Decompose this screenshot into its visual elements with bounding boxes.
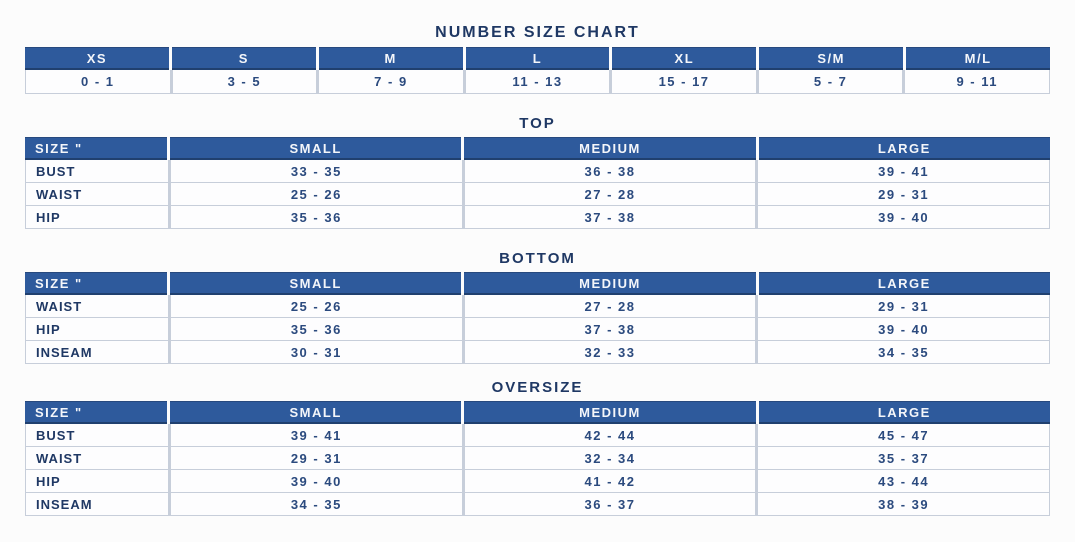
- measurement-cell: 35 - 36: [171, 206, 462, 228]
- medium-header: MEDIUM: [464, 401, 755, 424]
- table-row-waist: [26, 447, 1049, 469]
- size-range-cell: 11 - 13: [466, 70, 610, 93]
- column-header-ml: M/L: [906, 47, 1050, 70]
- top-table-body: [25, 160, 1050, 229]
- measurement-cell: 39 - 41: [171, 424, 462, 446]
- measurement-cell: 39 - 40: [758, 206, 1049, 228]
- table-row-waist: [26, 183, 1049, 205]
- column-header-s: S: [172, 47, 316, 70]
- bottom-section-title: BOTTOM: [499, 250, 576, 267]
- measurement-cell: 25 - 26: [171, 183, 462, 205]
- table-row-bust: [26, 424, 1049, 446]
- number-size-chart-title: NUMBER SIZE CHART: [435, 24, 640, 41]
- row-label: BUST: [26, 424, 168, 446]
- column-header-m: M: [319, 47, 463, 70]
- table-row-hip: [26, 318, 1049, 340]
- bottom-table-body: [25, 295, 1050, 364]
- medium-header: MEDIUM: [464, 137, 755, 160]
- column-header-xl: XL: [612, 47, 756, 70]
- oversize-header-row: [25, 401, 1050, 424]
- oversize-section-title: OVERSIZE: [491, 379, 584, 396]
- small-header: SMALL: [170, 401, 461, 424]
- measurement-cell: 32 - 33: [465, 341, 756, 363]
- measurement-cell: 39 - 41: [758, 160, 1049, 182]
- large-header: LARGE: [759, 272, 1050, 295]
- row-label: WAIST: [26, 183, 168, 205]
- small-header: SMALL: [170, 137, 461, 160]
- table-row-inseam: [26, 341, 1049, 363]
- table-row-hip: [26, 206, 1049, 228]
- bottom-header-row: [25, 272, 1050, 295]
- measurement-cell: 38 - 39: [758, 493, 1049, 515]
- number-size-chart-body: [25, 70, 1050, 94]
- measurement-cell: 35 - 36: [171, 318, 462, 340]
- column-header-l: L: [466, 47, 610, 70]
- measurement-cell: 36 - 38: [465, 160, 756, 182]
- number-size-chart-value-row: [26, 70, 1049, 93]
- top-header-row: [25, 137, 1050, 160]
- measurement-cell: 39 - 40: [171, 470, 462, 492]
- row-label: HIP: [26, 206, 168, 228]
- measurement-cell: 29 - 31: [758, 295, 1049, 317]
- measurement-cell: 35 - 37: [758, 447, 1049, 469]
- measurement-cell: 36 - 37: [465, 493, 756, 515]
- measurement-cell: 34 - 35: [171, 493, 462, 515]
- column-header-sm: S/M: [759, 47, 903, 70]
- number-size-chart-table: [25, 47, 1050, 94]
- oversize-table-body: [25, 424, 1050, 516]
- oversize-section: [25, 379, 1050, 516]
- measurement-cell: 32 - 34: [465, 447, 756, 469]
- size-range-cell: 7 - 9: [319, 70, 463, 93]
- measurement-cell: 33 - 35: [171, 160, 462, 182]
- medium-header: MEDIUM: [464, 272, 755, 295]
- large-header: LARGE: [759, 137, 1050, 160]
- row-label: HIP: [26, 318, 168, 340]
- size-range-cell: 5 - 7: [759, 70, 903, 93]
- measurement-cell: 25 - 26: [171, 295, 462, 317]
- row-label: WAIST: [26, 295, 168, 317]
- measurement-cell: 27 - 28: [465, 295, 756, 317]
- size-range-cell: 0 - 1: [26, 70, 170, 93]
- top-section: [25, 115, 1050, 229]
- number-size-chart-header-row: [25, 47, 1050, 70]
- row-label: WAIST: [26, 447, 168, 469]
- top-section-title: TOP: [519, 115, 556, 132]
- size-range-cell: 9 - 11: [905, 70, 1049, 93]
- measurement-cell: 34 - 35: [758, 341, 1049, 363]
- small-header: SMALL: [170, 272, 461, 295]
- size-range-cell: 15 - 17: [612, 70, 756, 93]
- row-label: INSEAM: [26, 493, 168, 515]
- table-row-waist: [26, 295, 1049, 317]
- measurement-cell: 30 - 31: [171, 341, 462, 363]
- top-table: [25, 137, 1050, 229]
- bottom-section: [25, 250, 1050, 364]
- measurement-cell: 41 - 42: [465, 470, 756, 492]
- measurement-cell: 45 - 47: [758, 424, 1049, 446]
- large-header: LARGE: [759, 401, 1050, 424]
- measurement-cell: 39 - 40: [758, 318, 1049, 340]
- size-range-cell: 3 - 5: [173, 70, 317, 93]
- table-row-inseam: [26, 493, 1049, 515]
- size-inches-header: SIZE ": [25, 272, 167, 295]
- measurement-cell: 37 - 38: [465, 318, 756, 340]
- measurement-cell: 42 - 44: [465, 424, 756, 446]
- measurement-cell: 29 - 31: [758, 183, 1049, 205]
- row-label: INSEAM: [26, 341, 168, 363]
- oversize-table: [25, 401, 1050, 516]
- bottom-table: [25, 272, 1050, 364]
- table-row-bust: [26, 160, 1049, 182]
- measurement-cell: 43 - 44: [758, 470, 1049, 492]
- row-label: HIP: [26, 470, 168, 492]
- row-label: BUST: [26, 160, 168, 182]
- column-header-xs: XS: [25, 47, 169, 70]
- size-inches-header: SIZE ": [25, 137, 167, 160]
- measurement-cell: 37 - 38: [465, 206, 756, 228]
- size-inches-header: SIZE ": [25, 401, 167, 424]
- measurement-cell: 27 - 28: [465, 183, 756, 205]
- table-row-hip: [26, 470, 1049, 492]
- measurement-cell: 29 - 31: [171, 447, 462, 469]
